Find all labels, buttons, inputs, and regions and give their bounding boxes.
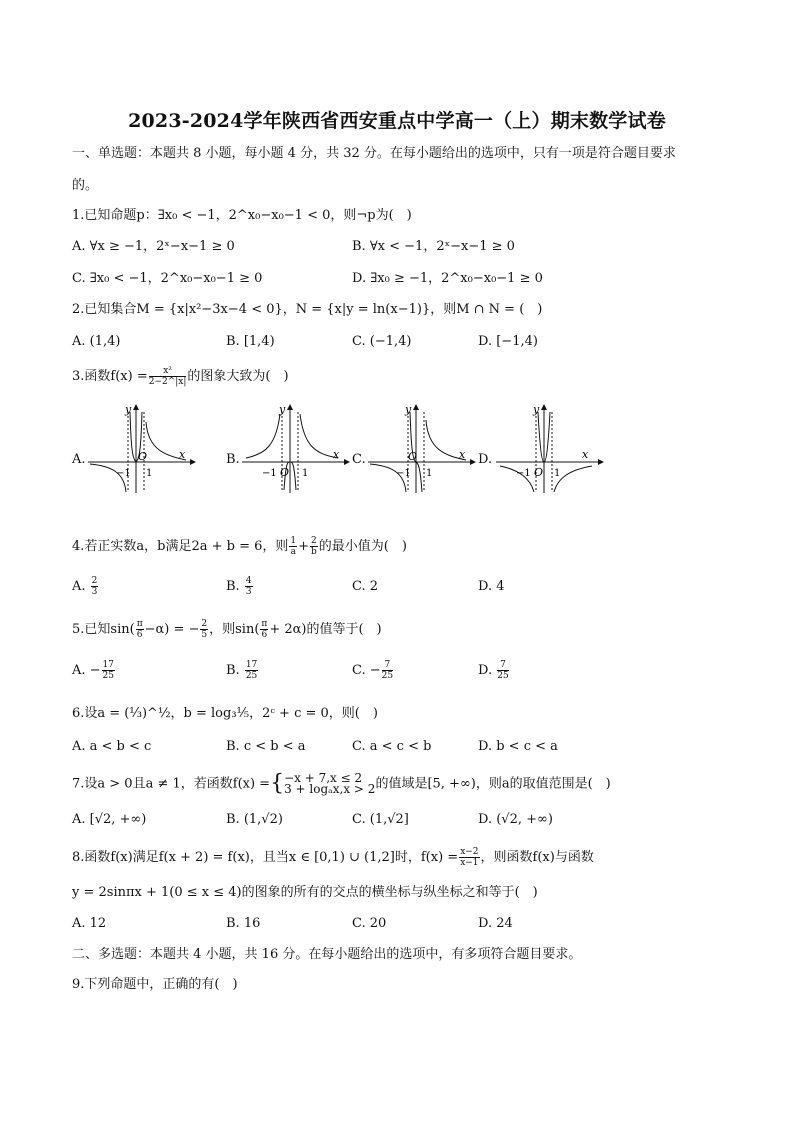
question-1-option-a: A. ∀x ≥ −1，2ˣ−x−1 ≥ 0 <box>72 239 235 254</box>
question-3-option-d: D. <box>478 452 493 467</box>
q5-pi-num-1: π <box>136 619 143 629</box>
q4-stem-post: 的最小值为( ) <box>318 539 407 554</box>
q5-stem-mid2: ，则sin( <box>209 622 260 637</box>
graph-b-y-label: y <box>279 403 286 416</box>
graph-c-tick-neg: −1 <box>396 468 411 479</box>
q5-stem-mid1: −α) = − <box>144 622 200 637</box>
question-3-option-b: B. <box>226 452 240 467</box>
q8-stem-post: ，则函数f(x)与函数 <box>480 850 594 865</box>
question-7-stem <box>72 773 611 795</box>
graph-b-origin: O <box>280 466 290 479</box>
question-1-option-c: C. ∃x₀ < −1，2^x₀−x₀−1 ≥ 0 <box>72 271 263 286</box>
q4-plus: + <box>298 539 310 554</box>
graph-b-x-label: x <box>333 448 340 461</box>
question-7-option-c: C. (1,√2] <box>352 812 409 827</box>
q8-frac-den: x−1 <box>460 858 479 868</box>
question-5-option-a <box>72 660 116 681</box>
question-6-option-d: D. b < c < a <box>478 739 558 754</box>
question-5-option-d <box>478 660 510 681</box>
question-8-option-a: A. 12 <box>72 916 107 931</box>
q5-c-label: C. − <box>352 663 381 678</box>
question-4-stem <box>72 536 407 557</box>
q4-frac-1-num: 1 <box>290 536 297 546</box>
q8-stem-pre: 8.函数f(x)满足f(x + 2) = f(x)，且当x ∈ [0,1) ∪ (1,2]时，f(x) = <box>72 850 459 865</box>
question-5-option-b <box>226 660 259 681</box>
question-8-stem-cont: y = 2sinπx + 1(0 ≤ x ≤ 4)的图象的所有的交点的横坐标与纵坐标之和等于( ) <box>72 885 538 900</box>
section1-heading: 一、单选题：本题共 8 小题，每小题 4 分，共 32 分。在每小题给出的选项中，只有一项是符合题目要求 <box>72 146 676 161</box>
question-2-stem: 2.已知集合M = {x|x²−3x−4 < 0}，N = {x|y = ln(x−1)}，则M ∩ N = ( ) <box>72 302 543 317</box>
q5-c-den: 25 <box>381 671 394 681</box>
q4-frac-1 <box>289 536 297 557</box>
q4-b-num: 4 <box>245 576 252 586</box>
q7-stem-pre: 7.设a > 0且a ≠ 1，若函数f(x) = <box>72 776 271 792</box>
q4-frac-2 <box>310 536 318 557</box>
question-6-option-a: A. a < b < c <box>72 739 152 754</box>
graph-a-tick-pos: 1 <box>146 468 153 479</box>
question-8-option-d: D. 24 <box>478 916 513 931</box>
question-7-option-a: A. [√2, +∞) <box>72 812 147 827</box>
q5-b-label: B. <box>226 663 240 678</box>
q4-frac-2-num: 2 <box>311 536 317 546</box>
q5-a-label: A. − <box>72 663 101 678</box>
graph-c <box>366 400 476 495</box>
graph-a-tick-neg: −1 <box>116 468 131 479</box>
question-4-option-a <box>72 576 99 597</box>
q4-a-num: 2 <box>91 576 98 586</box>
q7-stem-post: 的值域是[5, +∞)，则a的取值范围是( ) <box>375 776 611 792</box>
question-2-option-b: B. [1,4) <box>226 334 275 349</box>
graph-b <box>240 400 350 495</box>
q5-d-den: 25 <box>497 671 509 681</box>
question-6-stem: 6.设a = (⅓)^½，b = log₃⅕，2ᶜ + c = 0，则( ) <box>72 706 378 721</box>
graph-d-y-label: y <box>533 403 540 416</box>
q5-v-num: 2 <box>201 619 208 629</box>
question-2-option-c: C. (−1,4) <box>352 334 412 349</box>
graph-c-y-label: y <box>405 403 412 416</box>
graph-d-tick-neg: −1 <box>516 468 531 479</box>
question-8-option-c: C. 20 <box>352 916 387 931</box>
question-8-stem <box>72 847 594 868</box>
q7-cases <box>284 773 375 795</box>
graph-a-y-label: y <box>125 403 132 416</box>
question-4-option-c: C. 2 <box>352 579 379 594</box>
q4-b-den: 3 <box>245 587 252 597</box>
graph-a-origin: O <box>138 450 148 463</box>
q4-frac-2-den: b <box>311 547 317 557</box>
question-3-option-c: C. <box>352 452 366 467</box>
question-8-option-b: B. 16 <box>226 916 261 931</box>
graph-a <box>86 400 196 495</box>
graph-a-x-label: x <box>179 448 186 461</box>
q4-stem-pre: 4.若正实数a，b满足2a + b = 6，则 <box>72 539 289 554</box>
graph-d-x-label: x <box>582 448 589 461</box>
q5-pi-num-2: π <box>261 619 268 629</box>
q5-v-den: 5 <box>201 630 208 640</box>
q7-brace: { <box>270 771 285 796</box>
q8-frac-num: x−2 <box>460 847 479 857</box>
question-1-option-d: D. ∃x₀ ≥ −1，2^x₀−x₀−1 ≥ 0 <box>352 271 543 286</box>
q5-a-num: 17 <box>102 660 114 670</box>
q3-stem-pre: 3.函数f(x) = <box>72 369 148 384</box>
question-5-stem <box>72 619 382 640</box>
q5-d-label: D. <box>478 663 493 678</box>
q5-c-num: 7 <box>382 660 393 671</box>
q3-frac-num: x² <box>149 366 187 377</box>
question-4-option-b <box>226 576 254 597</box>
question-7-option-d: D. (√2, +∞) <box>478 812 553 827</box>
q5-b-num: 17 <box>245 660 258 670</box>
q7-case-1: −x + 7,x ≤ 2 <box>284 771 363 785</box>
question-6-option-b: B. c < b < a <box>226 739 306 754</box>
question-9-stem: 9.下列命题中，正确的有( ) <box>72 977 238 992</box>
graph-d-tick-pos: 1 <box>554 468 561 479</box>
graph-c-tick-pos: 1 <box>426 468 433 479</box>
graph-c-origin: O <box>408 450 418 463</box>
section2-heading: 二、多选题：本题共 4 小题，共 16 分。在每小题给出的选项中，有多项符合题目要求。 <box>72 947 582 962</box>
q4-a-label: A. <box>72 579 86 594</box>
question-2-option-d: D. [−1,4) <box>478 334 538 349</box>
q4-b-label: B. <box>226 579 240 594</box>
exam-title: 2023-2024学年陕西省西安重点中学高一（上）期末数学试卷 <box>128 110 666 132</box>
q5-six-den-2: 6 <box>261 630 268 640</box>
question-4-option-d: D. 4 <box>478 579 505 594</box>
q7-case-2: 3 + logₐx,x > 2 <box>284 782 376 796</box>
q5-stem-pre: 5.已知sin( <box>72 622 135 637</box>
question-2-option-a: A. (1,4) <box>72 334 121 349</box>
section1-heading-cont: 的。 <box>72 178 99 193</box>
q4-frac-1-den: a <box>290 547 296 557</box>
question-1-stem: 1.已知命题p：∃x₀ < −1，2^x₀−x₀−1 < 0，则¬p为( ) <box>72 208 412 223</box>
q3-stem-post: 的图象大致为( ) <box>187 369 289 384</box>
q4-a-den: 3 <box>91 587 98 597</box>
question-7-option-b: B. (1,√2) <box>226 812 283 827</box>
q5-a-den: 25 <box>102 671 114 681</box>
graph-b-tick-pos: 1 <box>302 468 309 479</box>
q5-b-den: 25 <box>245 671 258 681</box>
q5-six-den-1: 6 <box>136 630 143 640</box>
question-3-stem <box>72 366 289 387</box>
question-5-option-c <box>352 660 394 681</box>
q3-fraction <box>149 366 187 387</box>
graph-b-tick-neg: −1 <box>262 468 277 479</box>
graph-d-origin: O <box>534 466 544 479</box>
question-3-option-a: A. <box>72 452 86 467</box>
q3-frac-den: 2−2^|x| <box>148 377 187 387</box>
graph-c-x-label: x <box>459 448 466 461</box>
question-1-option-b: B. ∀x < −1，2ˣ−x−1 ≥ 0 <box>352 239 515 254</box>
question-6-option-c: C. a < c < b <box>352 739 432 754</box>
q5-stem-post: + 2α)的值等于( ) <box>269 622 382 637</box>
graph-d <box>494 400 604 495</box>
q5-d-num: 7 <box>497 660 508 671</box>
